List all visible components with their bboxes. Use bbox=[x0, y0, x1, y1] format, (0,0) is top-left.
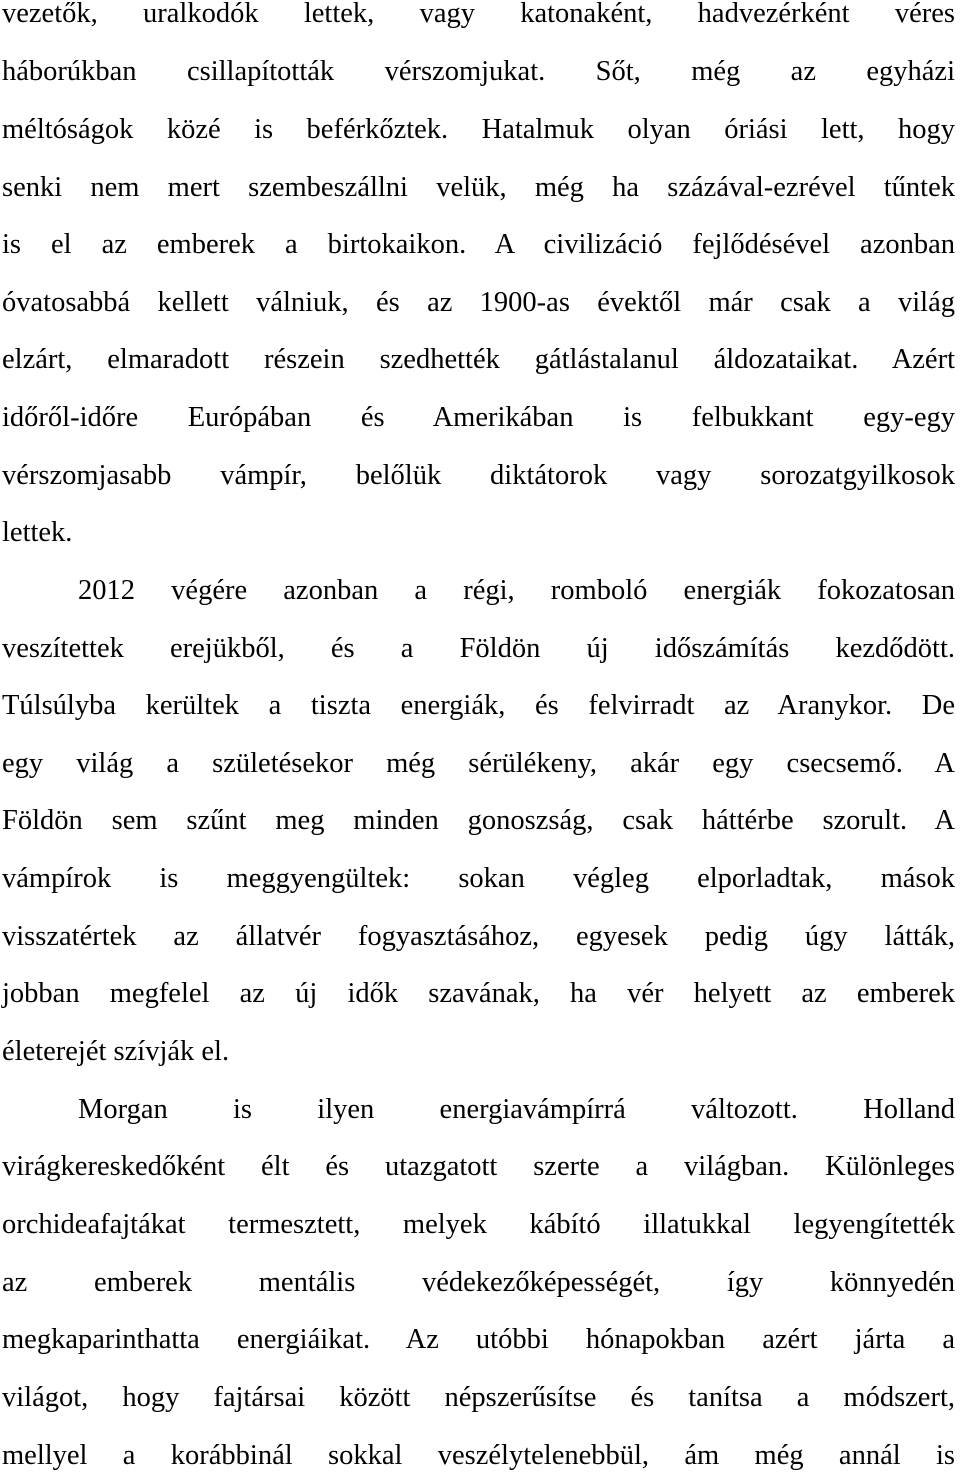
text-line: megkaparinthatta energiáikat. Az utóbbi hónapokban azért járta a bbox=[2, 1324, 955, 1355]
text-line: veszítettek erejükből, és a Földön új időszámítás kezdődött. bbox=[2, 633, 955, 664]
text-line: jobban megfelel az új idők szavának, ha vér helyett az emberek bbox=[2, 978, 955, 1009]
text-line: vérszomjasabb vámpír, belőlük diktátorok vagy sorozatgyilkosok bbox=[2, 460, 955, 491]
text-line: senki nem mert szembeszállni velük, még ha százával-ezrével tűntek bbox=[2, 172, 955, 203]
text-line: Morgan is ilyen energiavámpírrá változott. Holland bbox=[78, 1094, 955, 1125]
text-line: életerejét szívják el. bbox=[2, 1036, 230, 1067]
text-line: az emberek mentális védekezőképességét, így könnyedén bbox=[2, 1267, 955, 1298]
text-line: Túlsúlyba kerültek a tiszta energiák, és felvirradt az Aranykor. De bbox=[2, 690, 955, 721]
text-line: elzárt, elmaradott részein szedhették gátlástalanul áldozataikat. Azért bbox=[2, 344, 955, 375]
text-line: méltóságok közé is beférkőztek. Hatalmuk olyan óriási lett, hogy bbox=[2, 114, 955, 145]
text-line: vezetők, uralkodók lettek, vagy katonaként, hadvezérként véres bbox=[2, 0, 955, 29]
text-line: 2012 végére azonban a régi, romboló energiák fokozatosan bbox=[78, 575, 955, 606]
text-line: mellyel a korábbinál sokkal veszélytelenebbül, ám még annál is bbox=[2, 1440, 955, 1471]
text-line: óvatosabbá kellett válniuk, és az 1900-as évektől már csak a világ bbox=[2, 287, 955, 318]
text-line: világot, hogy fajtársai között népszerűsítse és tanítsa a módszert, bbox=[2, 1382, 955, 1413]
text-line: vámpírok is meggyengültek: sokan végleg elporladtak, mások bbox=[2, 863, 955, 894]
text-line: Földön sem szűnt meg minden gonoszság, csak háttérbe szorult. A bbox=[2, 805, 955, 836]
text-line: visszatértek az állatvér fogyasztásához, egyesek pedig úgy látták, bbox=[2, 921, 955, 952]
text-line: lettek. bbox=[2, 517, 73, 548]
text-line: egy világ a születésekor még sérülékeny, akár egy csecsemő. A bbox=[2, 748, 955, 779]
text-line: orchideafajtákat termesztett, melyek kábító illatukkal legyengítették bbox=[2, 1209, 955, 1240]
text-line: virágkereskedőként élt és utazgatott szerte a világban. Különleges bbox=[2, 1151, 955, 1182]
text-line: is el az emberek a birtokaikon. A civilizáció fejlődésével azonban bbox=[2, 229, 955, 260]
text-line: háborúkban csillapították vérszomjukat. Sőt, még az egyházi bbox=[2, 56, 955, 87]
text-line: időről-időre Európában és Amerikában is felbukkant egy-egy bbox=[2, 402, 955, 433]
